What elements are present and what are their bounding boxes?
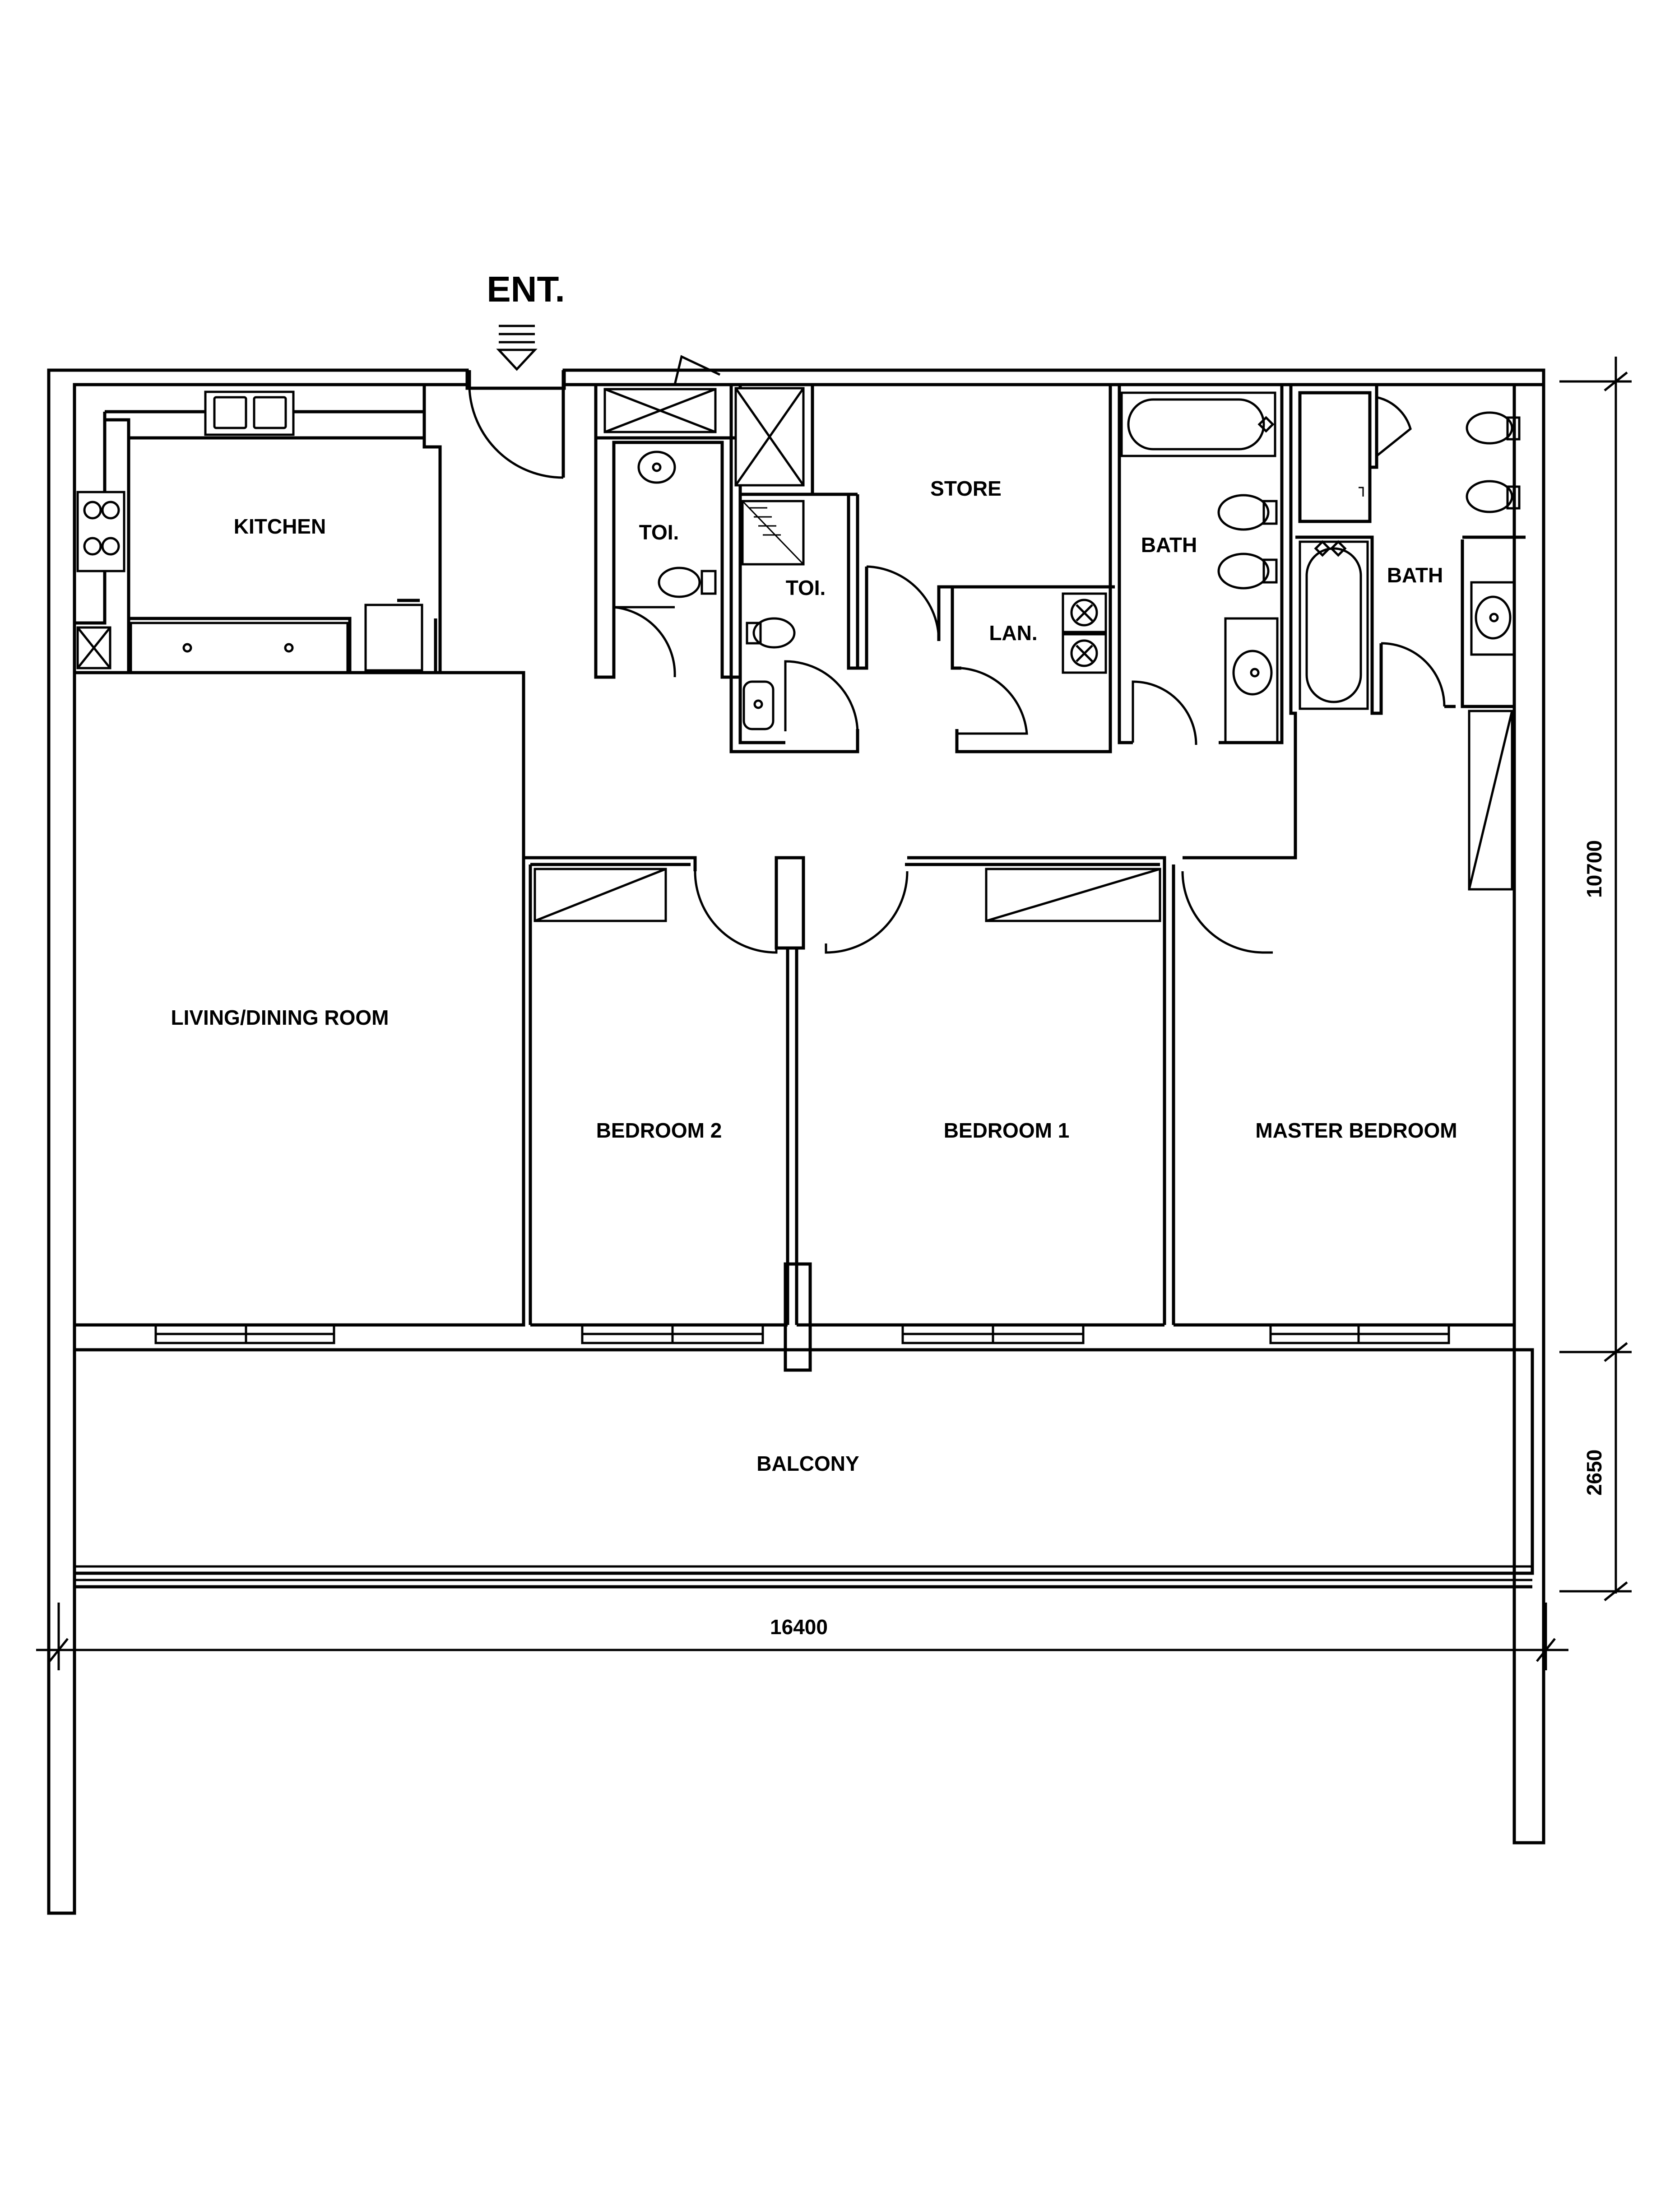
bedroom-2-door[interactable] [695, 871, 776, 953]
balcony [74, 1350, 1532, 1587]
sliding-door-bedroom-1 [903, 1325, 1083, 1343]
dryer-icon [1063, 634, 1106, 673]
cooktop-icon [78, 492, 124, 571]
bath-2 [1282, 385, 1526, 858]
sliding-door-bedroom-2 [582, 1325, 763, 1343]
washbasin-icon [744, 682, 773, 729]
washbasin-icon [639, 452, 675, 483]
wardrobe-bedroom-2 [535, 869, 666, 921]
bidet-icon [1467, 413, 1519, 443]
entrance-arrow-icon [499, 350, 535, 369]
bathtub-icon [1300, 542, 1368, 709]
master-bedroom-label: MASTER BEDROOM [1255, 1119, 1457, 1142]
bedroom-1-door[interactable] [826, 871, 907, 953]
depth-interior-label: 10700 [1582, 840, 1606, 898]
sliding-door-master [1271, 1325, 1449, 1343]
entrance-marker [487, 269, 565, 369]
living-dining-room [74, 673, 524, 1325]
toilet-1 [596, 357, 740, 677]
washer-icon [1063, 594, 1106, 632]
toilet-2 [731, 385, 858, 752]
bathtub-icon [1122, 393, 1275, 456]
shower-tray-icon [736, 388, 803, 485]
bedroom-1-label: BEDROOM 1 [943, 1119, 1070, 1142]
dimension-depth [1559, 357, 1632, 1600]
balcony-label: BALCONY [756, 1452, 859, 1475]
wardrobe-master-bedroom [1469, 711, 1512, 889]
laundry-label: LAN. [989, 621, 1038, 645]
depth-balcony-label: 2650 [1582, 1449, 1606, 1496]
kitchen [74, 385, 440, 673]
bedroom-walls [524, 713, 1514, 1370]
living-dining-label: LIVING/DINING ROOM [171, 1006, 389, 1029]
wardrobe-bedroom-1 [986, 869, 1160, 921]
dimension-width [36, 1603, 1568, 1670]
toilet-1-label: TOI. [639, 520, 679, 544]
shower-tray-icon [605, 389, 715, 432]
bath-1-label: BATH [1141, 533, 1197, 557]
washbasin-icon [1225, 618, 1277, 743]
wc-icon [747, 618, 794, 647]
kitchen-counter [131, 623, 348, 673]
entrance-label: ENT. [487, 269, 565, 309]
oven-icon [366, 600, 422, 670]
master-bedroom-door[interactable] [1183, 871, 1273, 953]
washbasin-icon [1471, 582, 1514, 655]
width-dimension-label: 16400 [770, 1615, 828, 1639]
kitchen-label: KITCHEN [233, 515, 326, 538]
laundry [952, 587, 1106, 734]
store-label: STORE [930, 477, 1002, 500]
fridge-icon [78, 627, 110, 668]
wc-icon [659, 568, 715, 597]
bath-1 [1110, 385, 1282, 745]
toilet-2-label: TOI. [785, 576, 826, 599]
bedroom-2-label: BEDROOM 2 [596, 1119, 722, 1142]
bath-2-label: BATH [1387, 563, 1443, 587]
wc-icon [1219, 554, 1276, 588]
sliding-door-living [156, 1325, 334, 1343]
bidet-icon [1219, 495, 1276, 530]
entrance-door[interactable] [467, 370, 564, 478]
kitchen-sink-icon [205, 392, 293, 435]
shower-corner-icon [742, 501, 803, 564]
wc-icon [1467, 481, 1519, 512]
